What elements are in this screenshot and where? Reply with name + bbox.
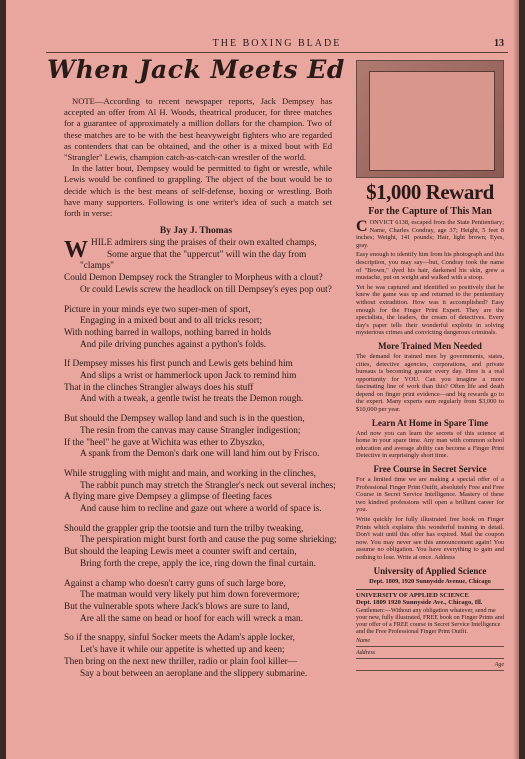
page-header: [46, 38, 508, 53]
poem-line: Say a bout between an aeroplane and the slippery submarine.: [80, 668, 308, 679]
ad-dropcap: C: [356, 218, 368, 235]
poem-line: The matman would very likely put him down forevermore;: [80, 590, 300, 601]
poem-stanza: [64, 524, 346, 571]
poem: [64, 238, 346, 688]
editor-note: [64, 96, 332, 219]
poem-line: While struggling with might and main, and working in the clinches,: [64, 468, 317, 479]
poem-line: The perspiration might burst forth and cause the pug some shrieking;: [80, 535, 337, 546]
poem-stanza: [64, 633, 346, 680]
poem-stanza: [64, 238, 346, 297]
poem-line: Then bring on the next new thriller, radio or plain fool killer—: [64, 656, 298, 667]
reward-subheadline: For the Capture of This Man: [368, 206, 492, 217]
page-number: 13: [494, 38, 504, 49]
poem-line: If the "heel" he gave at Wichita was ether to Zbyszko,: [64, 437, 265, 448]
poem-line: But should the Dempsey wallop land and such is in the question,: [64, 414, 305, 425]
poem-line: "clamps": [80, 261, 114, 272]
poem-line: Could Demon Dempsey rock the Strangler to Morpheus with a clout?: [64, 273, 323, 284]
magazine-page: [6, 0, 519, 759]
ad-body: CONVICT 6138, escaped from the State Penitentiary; Name, Charles Condray, age 37; Height, 5 feet 8 inches; Weight, 141 pounds; Hair, light brown; Eyes, gray. Easy enough to identify him from his photograph and this description, you may say—but, Condray took the name of "Brown," dyed his hair, darkened his skin, grew a mustache, put on weight and walked with a stoop. Yet he was captured and identified so positively that he knew the game was up and returned to the penitentiary without extradition. How was it accomplished? Easy enough for the Finger Print Expert. They are the specialists, the leaders, the cream of detectives. Every day's paper tells their wonderful exploits in solving mysterious crimes and convicting dangerous criminals.: [356, 218, 504, 337]
poem-line: And slips a wrist or hammerlock upon Jack to remind him: [80, 371, 297, 382]
poem-line: But the vulnerable spots where Jack's blows are sure to land,: [64, 601, 290, 612]
poem-stanza: [64, 305, 346, 352]
poem-line: Against a champ who doesn't carry guns of such large bore,: [64, 578, 286, 589]
poem-line: With nothing barred in wallops, nothing barred in holds: [64, 327, 271, 338]
ad-heading: More Trained Men Needed: [378, 340, 482, 351]
poem-line: Picture in your minds eye two super-men of sport,: [64, 304, 251, 315]
poem-line: So if the snappy, sinful Socker meets the Adam's apple locker,: [64, 633, 296, 644]
poem-line: A spank from the Demon's dark one will land him out by Frisco.: [80, 449, 320, 460]
poem-line: Engaging in a mixed bout and to all tricks resort;: [80, 316, 263, 327]
article-title: When Jack Meets Ed: [47, 55, 345, 84]
ad-heading: Learn At Home in Spare Time: [371, 417, 489, 428]
poem-line: Some argue that the "uppercut" will win the day from: [107, 249, 307, 260]
poem-line: And cause him to recline and gaze out where a world of space is.: [80, 504, 322, 515]
magazine-title: THE BOXING BLADE: [212, 38, 342, 49]
poem-line: Are all the same on head or hoof for each will wreck a man.: [80, 613, 304, 624]
poem-line: A flying mare give Dempsey a glimpse of fleeting faces: [64, 492, 272, 503]
poem-line: Let's have it while our appetite is whetted up and keen;: [80, 645, 285, 656]
poem-line: Should the grappler grip the tootsie and turn the trilby tweaking,: [64, 523, 304, 534]
poem-stanza: [64, 414, 346, 461]
fingerprint-illustration: [356, 60, 504, 178]
poem-line: Bring forth the crepe, apply the ice, ring down the final curtain.: [80, 558, 316, 569]
coupon-address-field[interactable]: Address: [356, 650, 504, 659]
poem-line: Or could Lewis screw the headlock on till Dempsey's eyes pop out?: [80, 284, 332, 295]
poem-dropcap: W: [64, 237, 88, 263]
coupon-age-field[interactable]: Age: [356, 662, 504, 671]
poem-stanza: [64, 469, 346, 516]
poem-line: That in the clinches Strangler always does his stuff: [64, 382, 254, 393]
poem-line: And pile driving punches against a python's folds.: [80, 339, 267, 350]
advertisement: $1,000 Reward For the Capture of This Man CONVICT 6138, escaped from the State Penitentiary; Name, Charles Condray, age 37; Height, 5 feet 8 inches; Weight, 141 pounds; Hair, light brown; Eyes, gray. Easy enough to identify him from his photograph and this description, you may say—but, Condray took the name of "Brown," dyed his hair, darkened his skin, grew a mustache, put on weight and walked with a stoop. Yet he was captured and identified so positively that he knew the game was up and returned to the penitentiary without extradition. How was it accomplished? Easy enough for the Finger Print Expert. They are the specialists, the leaders, the cream of detectives. Every day's paper tells their wonderful exploits in solving mysterious crimes and convicting dangerous criminals. More Trained Men Needed The demand for trained men by governments, states, cities, detective agencies, corporations, and private bureaus is becoming greater every day. Here is a real opportunity for YOU. Can you imagine a more fascinating line of work than this? Often life and death depend on finger print evidence—and big rewards go to the expert. Many experts earn regularly from $3,000 to $10,000 per year. Learn At Home in Spare Time And now you can learn the secrets of this science at home in your spare time. Any man with common school education and average ability can become a Finger Print Detective in surprisingly short time. Free Course in Secret Service For a limited time we are making a special offer of a Professional Finger Print Outfit, absolutely Free and Free Course in Secret Service Intelligence. Mastery of these two kindred professions will open a brilliant career for you. Write quickly for fully illustrated free book on Finger Prints which explains this wonderful training in detail. Don't wait until this offer has expired. Mail the coupon now. You may never see this announcement again! You assume no obligation. You have everything to gain and nothing to lose. Write at once. Address University of Applied Science Dept. 1809, 1920 Sunnyside Avenue, Chicago UNIVERSITY OF APPLIED SCIENCE Dept. 1809 1920 Sunnyside Ave., Chicago, Ill. Gentlemen:—Without any obligation whatever, send me your new, fully illustrated, FREE book on Finger Prints and your offer of a FREE course in Secret Service Intelligence and the Free Professional Finger Print Outfit. Name Address Age: [356, 60, 504, 671]
coupon: UNIVERSITY OF APPLIED SCIENCE Dept. 1809 1920 Sunnyside Ave., Chicago, Ill. Gentlemen:—Without any obligation whatever, send me your new, fully illustrated, FREE book on Finger Prints and your offer of a FREE course in Secret Service Intelligence and the Free Professional Finger Print Outfit. Name Address Age: [356, 589, 504, 671]
note-paragraph: In the latter bout, Dempsey would be permitted to fight or wrestle, while Lewis would be confined to grappling. The object of the bout would be to decide which is the best means of self-defense, boxing or wrestling. Both have many supporters. Following is one writer's idea of such a match set forth in verse:: [64, 163, 332, 219]
poem-line: The rabbit punch may stretch the Strangler's neck out several inches;: [80, 480, 336, 491]
reward-headline: $1,000 Reward: [366, 180, 494, 204]
poem-line: And with a tweak, a gentle twist he treats the Demon rough.: [80, 394, 304, 405]
coupon-name-field[interactable]: Name: [356, 638, 504, 647]
poem-line: If Dempsey misses his first punch and Lewis gets behind him: [64, 359, 293, 370]
poem-line: But should the leaping Lewis meet a counter swift and certain,: [64, 547, 297, 558]
ad-heading: Free Course in Secret Service: [373, 464, 487, 475]
poem-line: HILE admirers sing the praises of their own exalted champs,: [91, 238, 317, 248]
byline: By Jay J. Thomas: [159, 226, 233, 236]
ad-university: University of Applied Science: [373, 565, 487, 576]
poem-line: The resin from the canvas may cause Strangler indigestion;: [80, 425, 301, 436]
ad-address: Dept. 1809, 1920 Sunnyside Avenue, Chicago: [369, 577, 491, 585]
poem-stanza: [64, 359, 346, 406]
poem-stanza: [64, 579, 346, 626]
note-paragraph: NOTE—According to recent newspaper reports, Jack Dempsey has accepted an offer from Al H. Woods, theatrical producer, for three matches for a guarantee of approximately a million dollars for the champion. Two of these matches are to be with the best heavyweight fighters who are regarded as contenders that can be obtained, and the other is a mixed bout with Ed "Strangler" Lewis, champion catch-as-catch-can wrestler of the world.: [64, 96, 332, 163]
